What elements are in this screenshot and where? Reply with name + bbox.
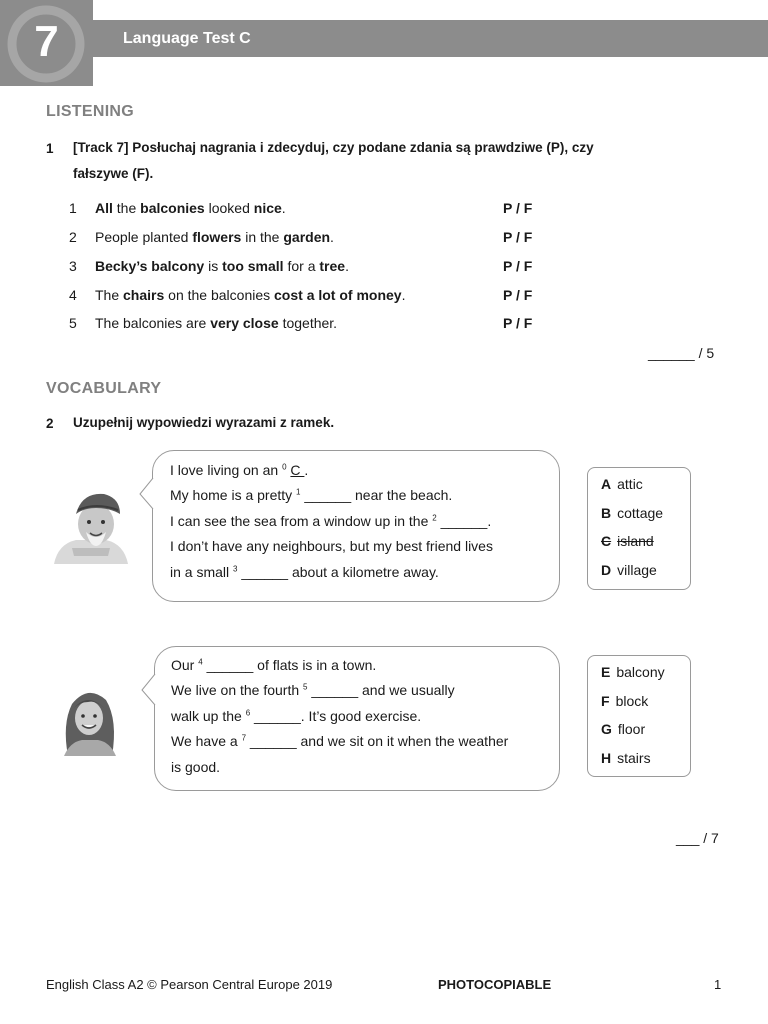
- task-1-number: 1: [46, 141, 54, 156]
- statement-fragment: The: [95, 287, 124, 303]
- word-option: [601, 721, 645, 737]
- word-option-letter: E: [601, 664, 611, 680]
- statement-number: 5: [69, 315, 77, 331]
- word-option-text: island: [617, 533, 654, 549]
- word-option-text: floor: [617, 721, 646, 737]
- statement-number: 2: [69, 229, 77, 245]
- bubble-2-line-3: walk up the $^6$ ______. It’s good exercise.: [171, 708, 422, 724]
- statement-fragment: .: [330, 229, 334, 245]
- statement-fragment: on the balconies: [164, 287, 275, 303]
- bubble-1-line-2: My home is a pretty $^1$ ______ near the beach.: [170, 487, 453, 503]
- statement-row: [0, 200, 768, 220]
- word-option-letter: G: [601, 721, 612, 737]
- word-option: [601, 505, 663, 521]
- statement-row: [0, 315, 768, 335]
- word-option: [601, 533, 654, 549]
- statement-fragment: All: [95, 200, 113, 216]
- bubble-1-tail: [139, 478, 155, 510]
- bubble-1-line-1: I love living on an $^0$ C .: [170, 462, 309, 478]
- statement-fragment: nice: [253, 200, 282, 216]
- task-1-instruction-line1: [Track 7] Posłuchaj nagrania i zdecyduj, czy podane zdania są prawdziwe (P), czy: [73, 140, 594, 155]
- word-option-text: cottage: [617, 505, 664, 521]
- footer-copyright: English Class A2 © Pearson Central Europe 2019: [46, 977, 333, 992]
- word-option: [601, 750, 651, 766]
- listening-heading: LISTENING: [46, 103, 135, 120]
- gap-5: ______ and we usually: [307, 682, 455, 698]
- statement-fragment: is: [204, 258, 223, 274]
- girl-avatar: [52, 684, 126, 756]
- task-2-instruction: Uzupełnij wypowiedzi wyrazami z ramek.: [73, 415, 335, 430]
- word-option-text: village: [617, 562, 657, 578]
- page-title: Language Test C: [123, 30, 251, 47]
- gap-7: ______ and we sit on it when the weather: [246, 733, 509, 749]
- word-option-letter: F: [601, 693, 610, 709]
- listening-score: ______ / 5: [648, 345, 715, 361]
- word-option-text: block: [615, 693, 649, 709]
- word-option: [601, 693, 648, 709]
- statement-fragment: .: [281, 200, 286, 216]
- unit-badge: [0, 0, 93, 86]
- statement-fragment: balconies: [140, 200, 205, 216]
- task-2-number: 2: [46, 416, 54, 431]
- gap-3: ______ about a kilometre away.: [237, 564, 439, 580]
- bubble-2-line-1: Our $^4$ ______ of flats is in a town.: [171, 657, 377, 673]
- statement-fragment: The balconies are: [95, 315, 211, 331]
- word-option-letter: A: [601, 476, 612, 492]
- vocabulary-heading: VOCABULARY: [46, 380, 162, 397]
- statement-row: [0, 287, 768, 307]
- true-false-choice[interactable]: P / F: [503, 229, 533, 245]
- bubble-2-tail: [141, 674, 157, 706]
- word-option-text: stairs: [617, 750, 651, 766]
- statement-text: [95, 315, 337, 331]
- word-option-letter: C: [601, 533, 612, 549]
- elderly-man-avatar: [52, 488, 130, 564]
- bubble-2-line-2: We live on the fourth $^5$ ______ and we usually: [171, 682, 455, 698]
- vocabulary-score: ___ / 7: [676, 830, 719, 846]
- statement-fragment: too small: [222, 258, 284, 274]
- bubble-1-line-3: I can see the sea from a window up in the $^2$ ______.: [170, 513, 492, 529]
- statement-fragment: People planted: [95, 229, 193, 245]
- word-option: [601, 562, 657, 578]
- statement-fragment: .: [401, 287, 406, 303]
- word-option-text: attic: [617, 476, 643, 492]
- statement-fragment: for a: [283, 258, 320, 274]
- statement-fragment: the: [112, 200, 141, 216]
- gap-1: ______ near the beach.: [300, 487, 453, 503]
- word-option-text: balcony: [616, 664, 665, 680]
- task-1-instruction-line2: fałszywe (F).: [73, 166, 154, 181]
- statement-row: [0, 229, 768, 249]
- unit-number: 7: [34, 17, 59, 66]
- title-bar: [93, 20, 768, 57]
- statement-fragment: together.: [278, 315, 338, 331]
- statement-text: [95, 200, 286, 216]
- true-false-choice[interactable]: P / F: [503, 258, 533, 274]
- word-option: [601, 476, 643, 492]
- statement-text: [95, 258, 349, 274]
- statement-number: 4: [69, 287, 77, 303]
- example-answer: C: [290, 462, 305, 478]
- statement-text: [95, 287, 405, 303]
- true-false-choice[interactable]: P / F: [503, 287, 533, 303]
- statement-fragment: .: [345, 258, 349, 274]
- statement-text: [95, 229, 334, 245]
- word-option-letter: H: [601, 750, 612, 766]
- statement-fragment: very close: [210, 315, 279, 331]
- statement-fragment: looked: [204, 200, 254, 216]
- gap-2: ______.: [436, 513, 492, 529]
- word-option-letter: D: [601, 562, 612, 578]
- gap-4: ______ of flats is in a town.: [202, 657, 377, 673]
- task-1-instruction: [73, 135, 594, 187]
- bubble-1-line-4: I don’t have any neighbours, but my best friend lives: [170, 538, 493, 554]
- true-false-choice[interactable]: P / F: [503, 200, 533, 216]
- statement-fragment: garden: [283, 229, 331, 245]
- statement-row: [0, 258, 768, 278]
- statement-fragment: tree: [319, 258, 346, 274]
- statement-fragment: cost a lot of money: [274, 287, 402, 303]
- statement-fragment: Becky’s balcony: [95, 258, 205, 274]
- footer-photocopiable: PHOTOCOPIABLE: [438, 977, 552, 992]
- gap-6: ______. It’s good exercise.: [250, 708, 422, 724]
- statement-fragment: flowers: [192, 229, 242, 245]
- word-box-1: [587, 467, 691, 590]
- statement-number: 3: [69, 258, 77, 274]
- statement-number: 1: [69, 200, 77, 216]
- word-option: [601, 664, 665, 680]
- true-false-choice[interactable]: P / F: [503, 315, 533, 331]
- statement-fragment: chairs: [123, 287, 165, 303]
- bubble-1-line-5: in a small $^3$ ______ about a kilometre away.: [170, 564, 439, 580]
- statement-fragment: in the: [241, 229, 284, 245]
- bubble-2-line-4: We have a $^7$ ______ and we sit on it when the weather: [171, 733, 509, 749]
- bubble-2-line-5: is good.: [171, 759, 221, 775]
- word-option-letter: B: [601, 505, 612, 521]
- word-box-2: [587, 655, 691, 777]
- footer-page-number: 1: [714, 977, 722, 992]
